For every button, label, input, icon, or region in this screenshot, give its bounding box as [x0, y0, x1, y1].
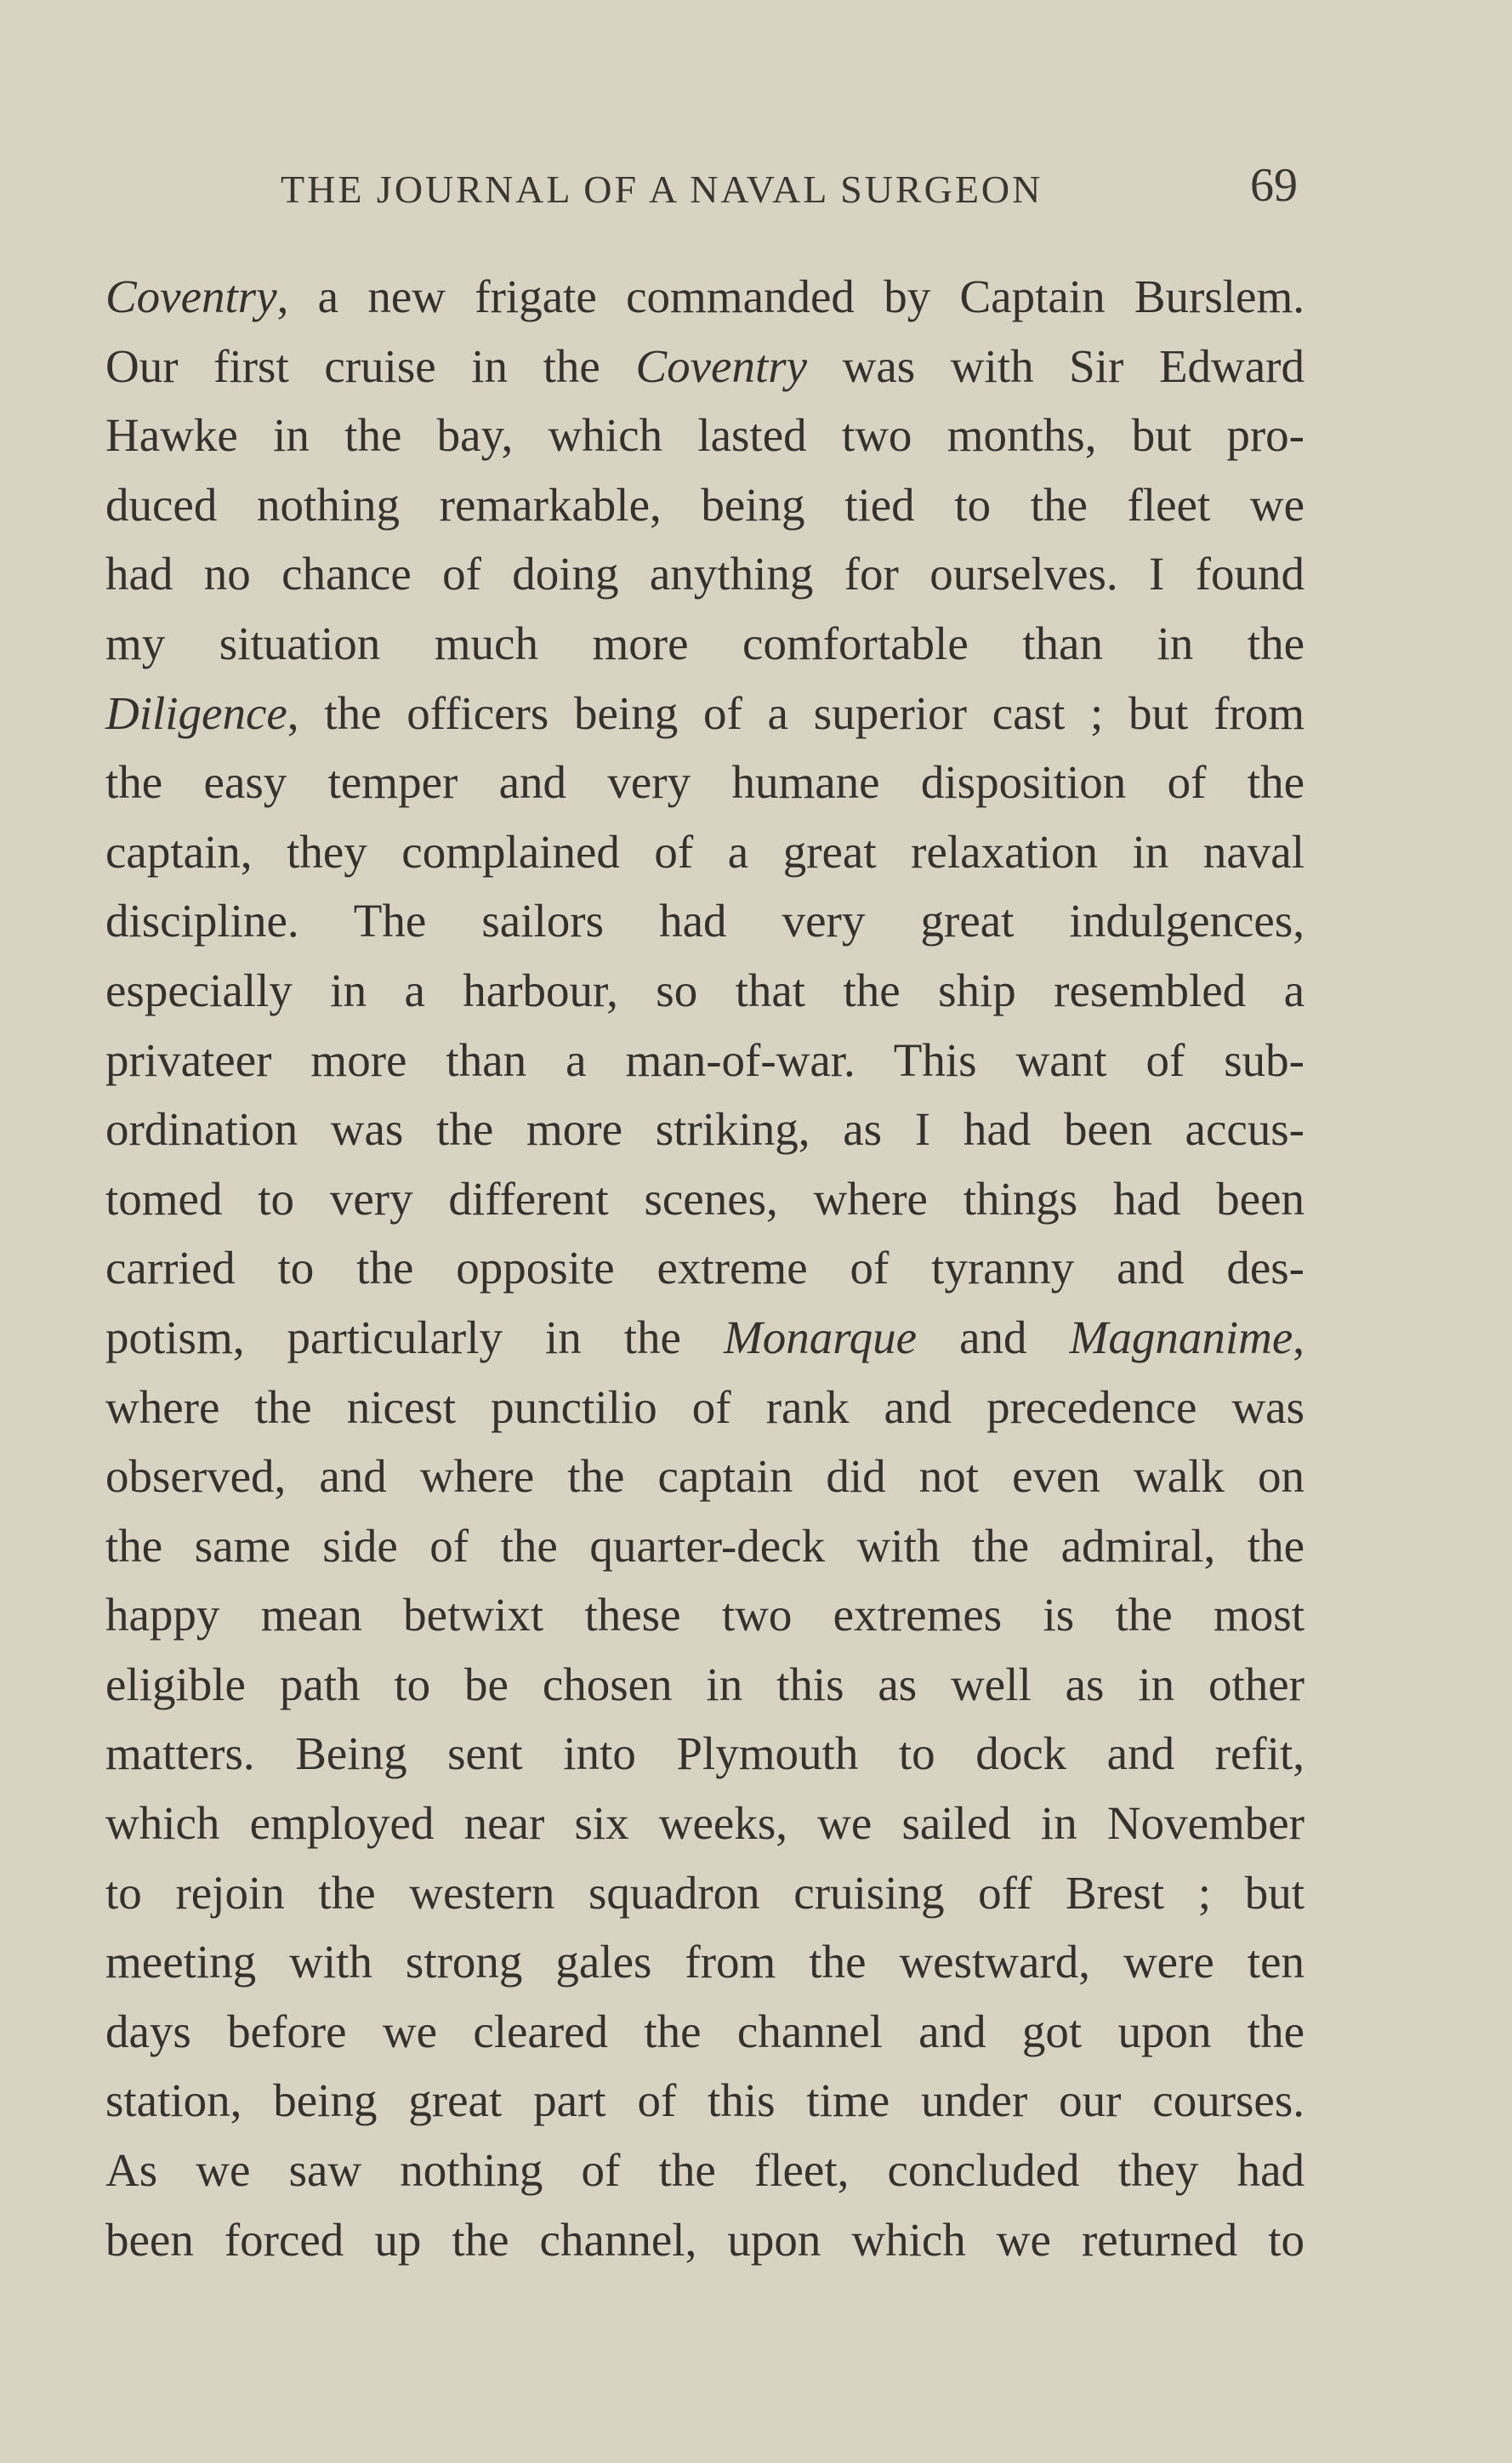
text-segment: potism, particularly in the — [105, 1311, 724, 1363]
text-segment: days before we cleared the channel and got upon the — [105, 2005, 1305, 2057]
text-line — [105, 1303, 1305, 1373]
italic-ship-name: Magnanime — [1069, 1311, 1293, 1363]
text-segment: , — [1293, 1311, 1305, 1363]
text-line — [105, 609, 1305, 679]
text-segment: As we saw nothing of the fleet, concluded they had — [105, 2144, 1305, 2197]
text-segment: where the nicest punctilio of rank and precedence was — [105, 1380, 1305, 1433]
page-number: 69 — [1250, 159, 1298, 212]
italic-ship-name: Coventry — [105, 270, 277, 322]
text-segment: carried to the opposite extreme of tyranny and des- — [105, 1242, 1305, 1294]
text-segment: observed, and where the captain did not even walk on — [105, 1450, 1305, 1503]
italic-ship-name: Monarque — [723, 1311, 918, 1363]
text-line — [105, 679, 1305, 748]
text-line — [105, 1164, 1305, 1234]
text-segment: Our first cruise in the — [105, 339, 636, 392]
text-segment: matters. Being sent into Plymouth to dock and refit, — [105, 1727, 1305, 1780]
text-line — [105, 1650, 1305, 1720]
text-line — [105, 956, 1305, 1026]
text-segment: which employed near six weeks, we sailed in November — [105, 1797, 1305, 1850]
text-line — [105, 539, 1305, 609]
italic-ship-name: Coventry — [635, 339, 808, 392]
text-segment: discipline. The sailors had very great indulgences, — [105, 895, 1305, 947]
text-segment: , a new frigate commanded by Captain Burslem. — [276, 270, 1305, 322]
text-line — [105, 1442, 1305, 1511]
text-segment: been forced up the channel, upon which we returned to — [105, 2213, 1305, 2266]
body-text — [105, 262, 1305, 2274]
text-line — [105, 817, 1305, 887]
text-segment: to rejoin the western squadron cruising off Brest ; but — [105, 1866, 1305, 1919]
italic-ship-name: Diligence — [105, 686, 287, 739]
text-line — [105, 2066, 1305, 2136]
text-segment: had no chance of doing anything for ourselves. I found — [105, 548, 1305, 600]
text-line — [105, 1580, 1305, 1650]
text-line — [105, 1095, 1305, 1164]
text-segment: duced nothing remarkable, being tied to the fleet we — [105, 478, 1305, 531]
text-line — [105, 1511, 1305, 1581]
text-segment: tomed to very different scenes, where things had been — [105, 1172, 1305, 1225]
text-segment: my situation much more comfortable than in the — [105, 617, 1305, 669]
text-line — [105, 1789, 1305, 1858]
text-segment: the same side of the quarter-deck with the admiral, the — [105, 1519, 1305, 1572]
text-line — [105, 1233, 1305, 1303]
text-segment: eligible path to be chosen in this as well as in other — [105, 1658, 1305, 1710]
text-segment: especially in a harbour, so that the ship resembled a — [105, 964, 1305, 1016]
text-segment: captain, they complained of a great relaxation in naval — [105, 825, 1305, 878]
text-segment: and — [917, 1311, 1070, 1363]
text-line — [105, 1997, 1305, 2067]
text-line — [105, 1026, 1305, 1095]
text-line — [105, 1373, 1305, 1442]
text-segment: was with Sir Edward — [807, 339, 1305, 392]
text-line — [105, 1858, 1305, 1928]
text-line — [105, 2136, 1305, 2205]
text-segment: station, being great part of this time under our courses. — [105, 2074, 1305, 2127]
text-segment: the easy temper and very humane disposition of the — [105, 756, 1305, 809]
text-line — [105, 262, 1305, 332]
running-head: THE JOURNAL OF A NAVAL SURGEON — [281, 168, 1043, 211]
text-line — [105, 1927, 1305, 1997]
text-line — [105, 1719, 1305, 1789]
text-line — [105, 401, 1305, 470]
text-segment: , the officers being of a superior cast ; but from — [287, 686, 1305, 739]
text-segment: meeting with strong gales from the westward, were ten — [105, 1936, 1305, 1988]
text-segment: privateer more than a man-of-war. This want of sub- — [105, 1033, 1305, 1086]
text-line — [105, 2205, 1305, 2275]
text-line — [105, 332, 1305, 401]
text-segment: Hawke in the bay, which lasted two months, but pro- — [105, 409, 1305, 462]
text-segment: happy mean betwixt these two extremes is the most — [105, 1589, 1305, 1641]
text-line — [105, 886, 1305, 956]
text-line — [105, 748, 1305, 817]
text-segment: ordination was the more striking, as I had been accus- — [105, 1103, 1305, 1156]
text-line — [105, 470, 1305, 540]
